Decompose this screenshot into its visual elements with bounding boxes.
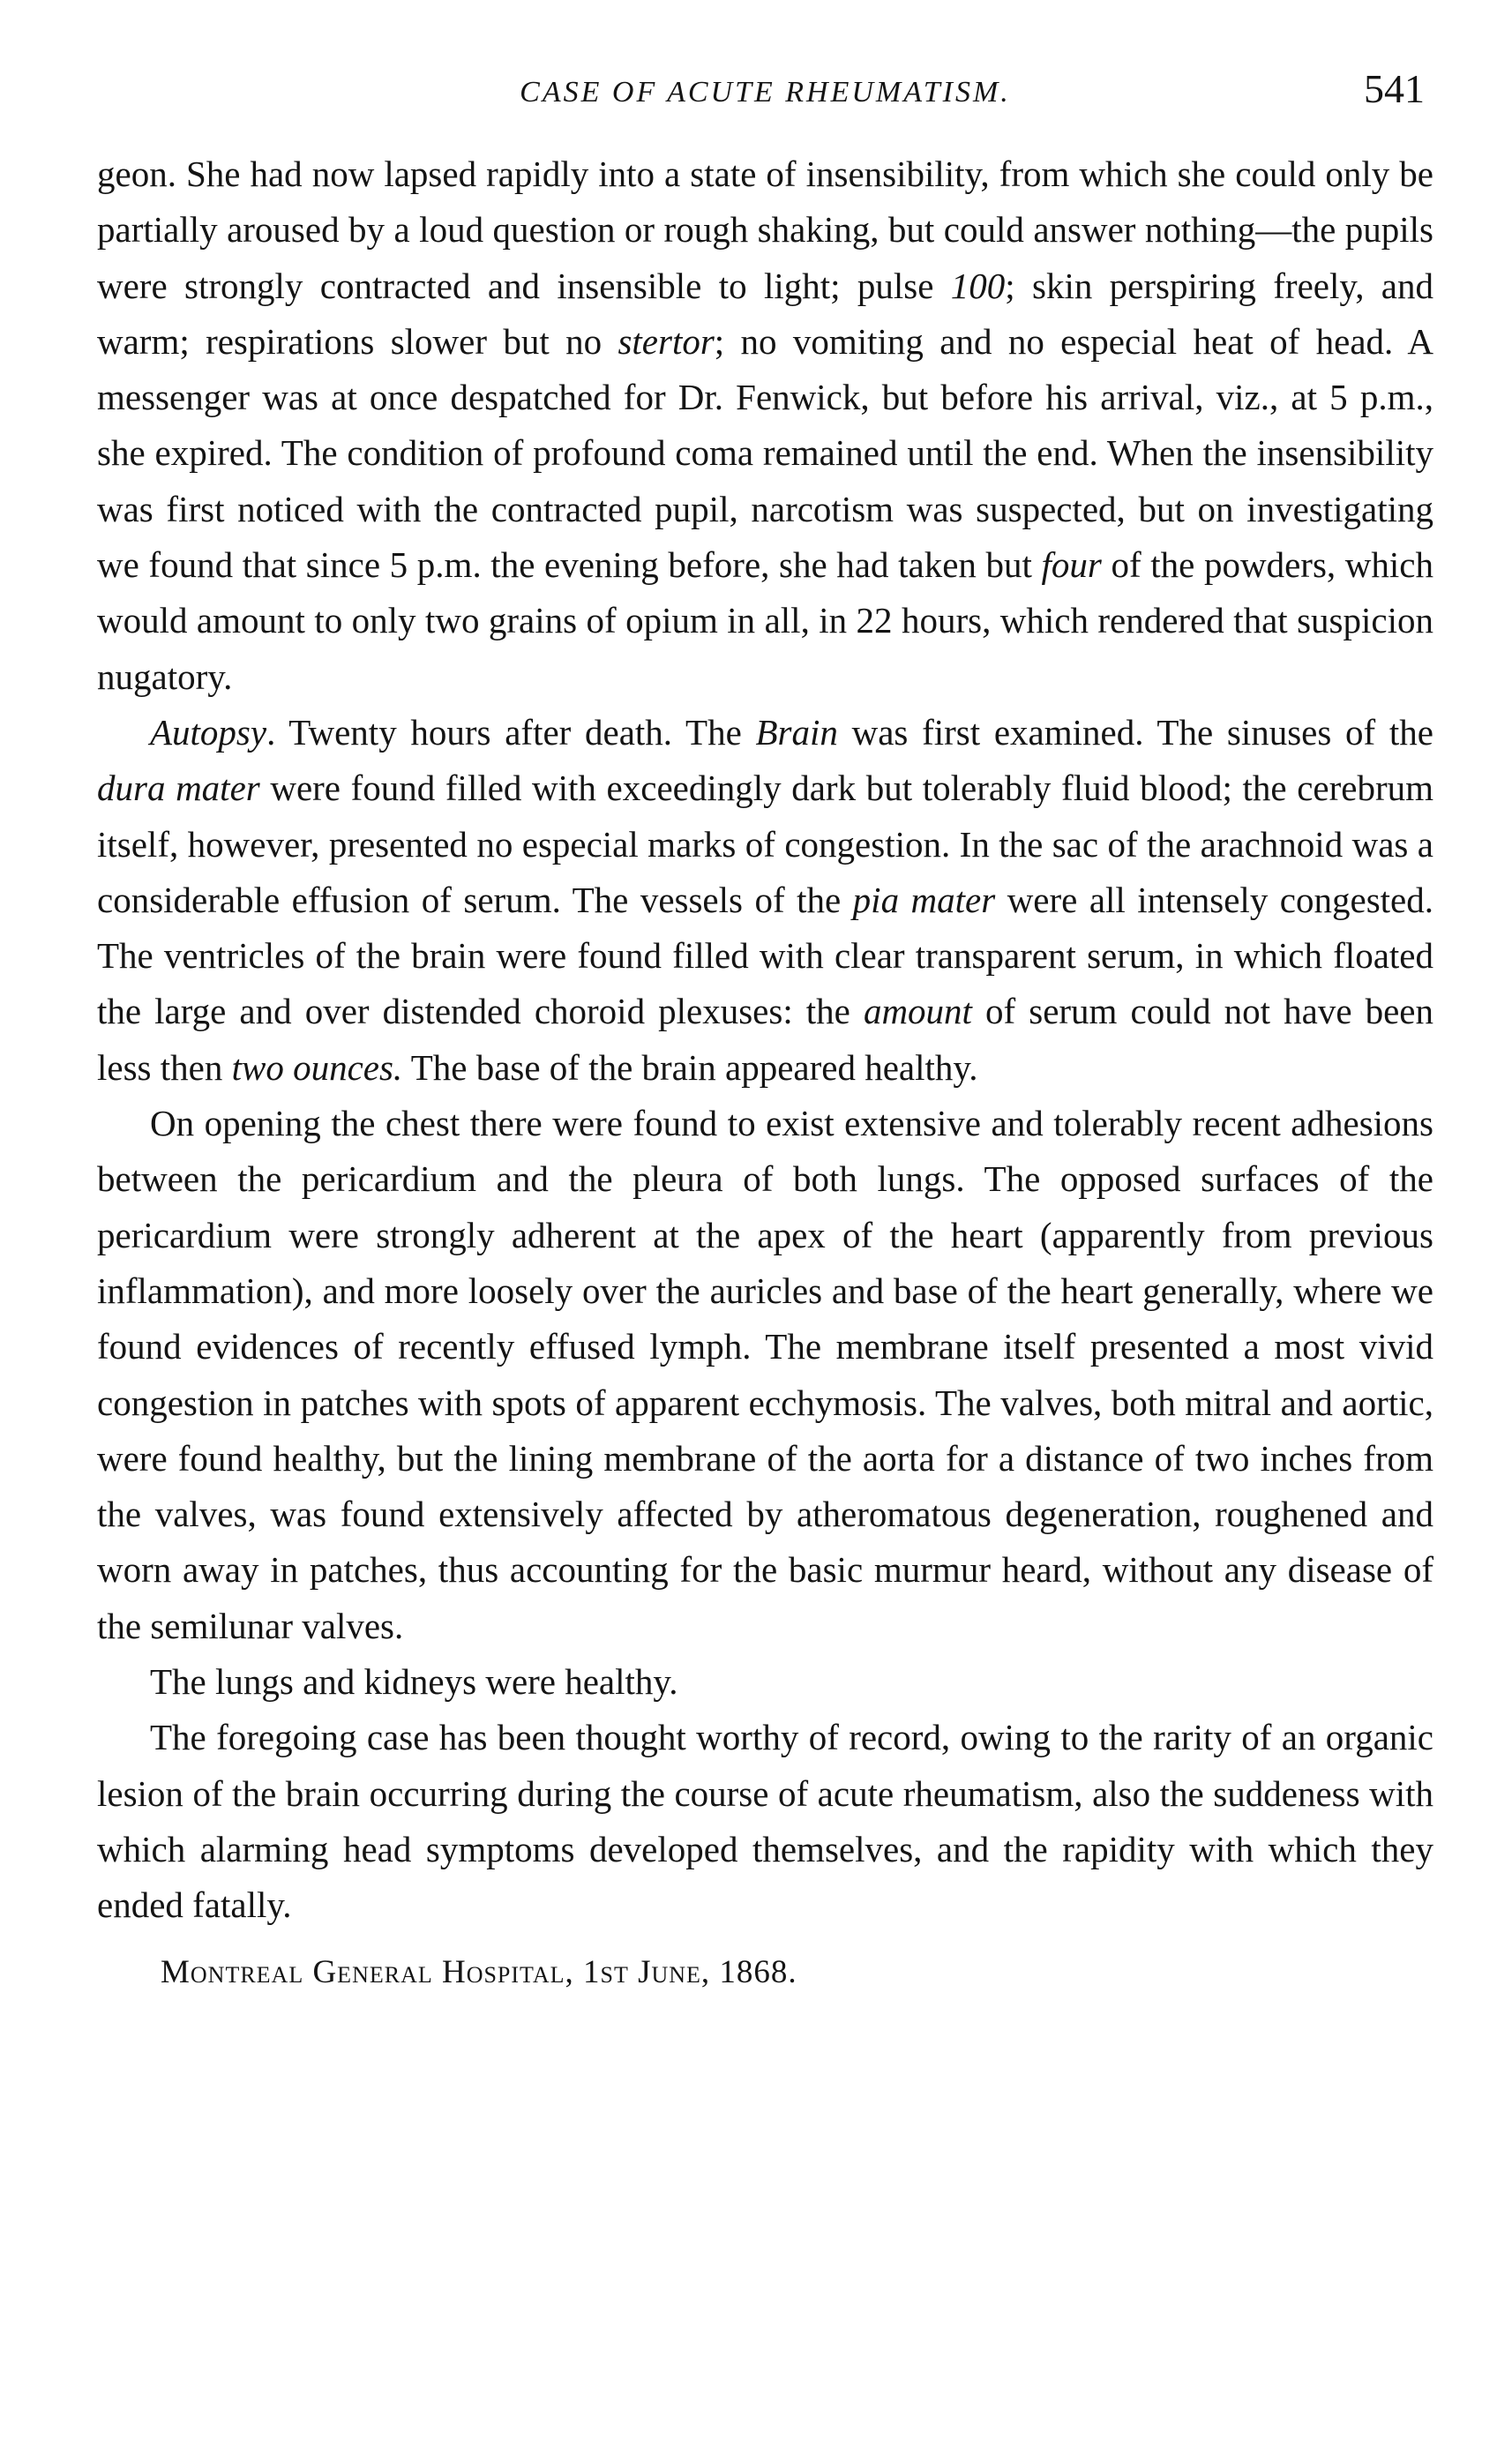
italic-amount: amount bbox=[863, 991, 972, 1032]
signature-line: Montreal General Hospital, 1st June, 1868. bbox=[161, 1953, 797, 1990]
body-text bbox=[97, 146, 1433, 2000]
running-header bbox=[97, 65, 1433, 118]
text-run: was first examined. The sinuses of the bbox=[837, 711, 1433, 753]
italic-four: four bbox=[1041, 544, 1102, 586]
italic-two-ounces: two ounces. bbox=[231, 1046, 403, 1088]
italic-brain: Brain bbox=[755, 711, 838, 753]
paragraph-conclusion: The foregoing case has been thought worthy of record, owing to the rarity of an organic lesion of the brain occurring during the course of acute rheumatism, also the suddeness with which alarming head symptoms developed themselves, and the rapidity with which they ended fatally. bbox=[97, 1717, 1433, 1926]
text-run: of serum could not have been less then bbox=[97, 991, 1433, 1088]
text-run: The base of the brain appeared healthy. bbox=[402, 1046, 978, 1088]
italic-pulse-value: 100 bbox=[950, 265, 1006, 306]
page-number: 541 bbox=[1364, 66, 1425, 111]
text-run: of the powders, which would amount to only two grains of opium in all, in 22 hours, which rendered that suspicion nugatory. bbox=[97, 544, 1433, 697]
italic-stertor: stertor bbox=[618, 320, 715, 362]
italic-dura-mater: dura mater bbox=[97, 768, 260, 809]
text-run: geon. She had now lapsed rapidly into a state of insensibility, from which she could only be partially aroused by a loud question or rough shaking, but could answer nothing—the pupils were strongly contracted and insensible to light; pulse bbox=[97, 154, 1433, 306]
paragraph-autopsy bbox=[97, 705, 1433, 1096]
paragraph-lungs-kidneys: The lungs and kidneys were healthy. bbox=[150, 1661, 678, 1703]
text-run: . Twenty hours after death. The bbox=[266, 711, 756, 753]
italic-autopsy-heading: Autopsy bbox=[150, 711, 267, 753]
italic-pia-mater: pia mater bbox=[852, 879, 996, 920]
paragraph-clinical-course bbox=[97, 146, 1433, 705]
running-title: CASE OF ACUTE RHEUMATISM. bbox=[520, 76, 1011, 109]
text-run: were all intensely congested. The ventricles of the brain were found filled with clear transparent serum, in which floated the large and over distended choroid plexuses: the bbox=[97, 879, 1433, 1032]
text-run: ; no vomiting and no especial heat of head. A messenger was at once despatched for Dr. Fenwick, but before his arrival, viz., at 5 p.m., she expired. The condition of profound coma remained until the end. When the insensibility was first noticed with the contracted pupil, narcotism was suspected, but on investigating we found that since 5 p.m. the evening before, she had taken but bbox=[97, 320, 1433, 586]
paragraph-chest-findings: On opening the chest there were found to exist extensive and tolerably recent adhesions between the pericardium and the pleura of both lungs. The opposed surfaces of the pericardium were strongly adherent at the apex of the heart (apparently from previous inflammation), and more loosely over the auricles and base of the heart generally, where we found evidences of recently effused lymph. The membrane itself presented a most vivid congestion in patches with spots of apparent ecchymosis. The valves, both mitral and aortic, were found healthy, but the lining membrane of the aorta for a distance of two inches from the valves, was found extensively affected by atheromatous degeneration, roughened and worn away in patches, thus accounting for the basic murmur heard, without any disease of the semilunar valves. bbox=[97, 1103, 1433, 1646]
text-run: ; skin perspiring freely, and warm; respirations slower but no bbox=[97, 265, 1434, 362]
text-run: were found filled with exceedingly dark but tolerably fluid blood; the cerebrum itself, however, presented no especial marks of congestion. In the sac of the arachnoid was a considerable effusion of serum. The vessels of the bbox=[97, 768, 1433, 920]
